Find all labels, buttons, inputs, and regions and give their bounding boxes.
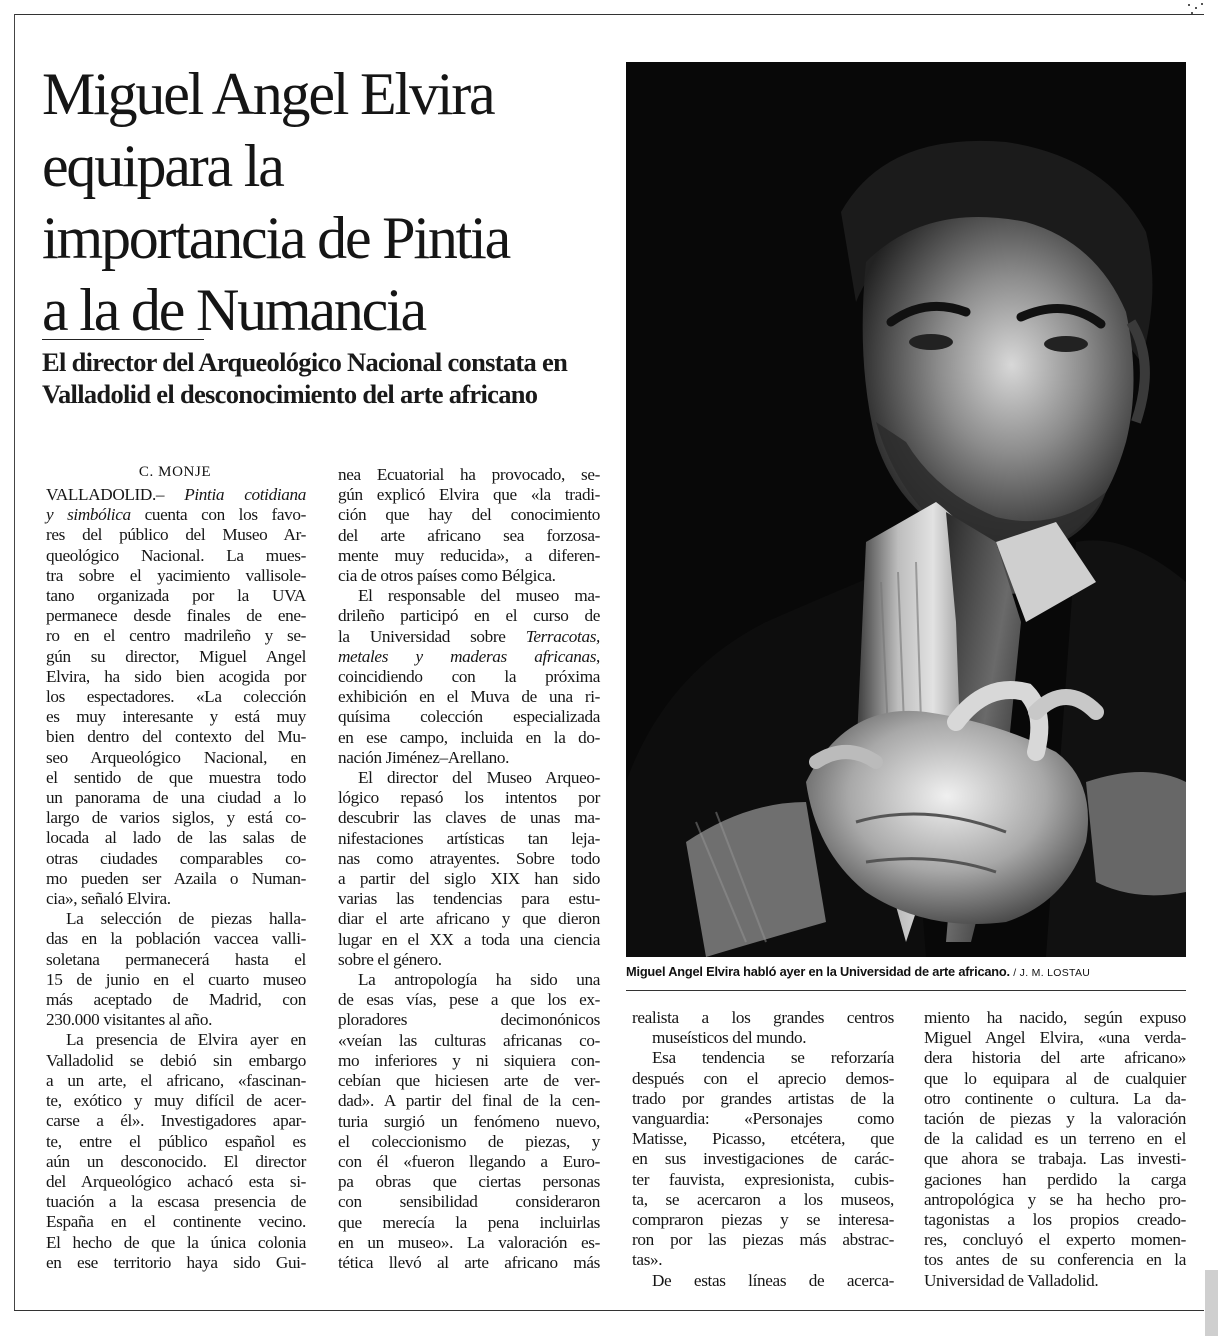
text-line: seo Arqueológico Nacional, en — [46, 747, 306, 767]
text-line: La presencia de Elvira ayer en — [66, 1030, 306, 1050]
text-line: lugar en el XX a toda una ciencia — [338, 929, 600, 949]
text-line: sobre el género. — [338, 949, 442, 969]
text-line: descubrir las claves de unas ma- — [338, 808, 600, 828]
text-line: quísima colección especializada — [338, 707, 600, 727]
text-line: ro en el centro madrileño y se- — [46, 626, 306, 646]
text-line: mo inferiores y ni siquiera con- — [338, 1050, 600, 1070]
text-line: La antropología ha sido una — [358, 970, 600, 990]
text-line: Elvira, ha sido bien acogida por — [46, 666, 306, 686]
text-line: el sentido de que muestra todo — [46, 767, 306, 787]
article-column-4 — [924, 1008, 1186, 1291]
text-line: museísticos del mundo. — [652, 1028, 807, 1048]
text-line: diar el arte africano y que dieron — [338, 909, 600, 929]
text-line: bien dentro del contexto del Mu- — [46, 727, 306, 747]
article-column-1 — [46, 485, 306, 1273]
text-line: mo pueden ser Azaila o Numan- — [46, 868, 306, 888]
text-line: permanece desde finales de ene- — [46, 606, 306, 626]
text-line: te, exótico y muy difícil de acer- — [46, 1091, 306, 1111]
text-line: España en el continente vecino. — [46, 1212, 306, 1232]
text-line: en sus investigaciones de carác- — [632, 1149, 894, 1169]
text-line: que merecía la pena incluirlas — [338, 1212, 600, 1232]
text-line: gaciones han perdido la carga — [924, 1169, 1186, 1189]
text-line: El responsable del museo ma- — [358, 586, 600, 606]
text-line: los espectadores. «La colección — [46, 687, 306, 707]
text-line: Matisse, Picasso, etcétera, que — [632, 1129, 894, 1149]
text-line: más aceptado de Madrid, con — [46, 990, 306, 1010]
text-line: es muy interesante y está muy — [46, 707, 306, 727]
article-column-3 — [632, 1008, 894, 1291]
text-line: y simbólica cuenta con los favo- — [46, 505, 306, 525]
text-line: carse a él». Investigadores apar- — [46, 1111, 306, 1131]
text-line: tación de piezas y la valoración — [924, 1109, 1186, 1129]
text-line: De estas líneas de acerca- — [652, 1270, 894, 1290]
text-line: te, entre el público español es — [46, 1131, 306, 1151]
text-line: aún un desconocido. El director — [46, 1151, 306, 1171]
text-line: queológico Nacional. La mues- — [46, 545, 306, 565]
text-line: VALLADOLID.– Pintia cotidiana — [46, 485, 306, 504]
text-line: de la calidad es un terreno en el — [924, 1129, 1186, 1149]
text-line: ta, se acercaron a los museos, — [632, 1189, 894, 1209]
text-line: dad». A partir del final de la cen- — [338, 1091, 600, 1111]
subhead-rule — [42, 339, 204, 340]
text-line: con él «fueron llegando a Euro- — [338, 1151, 600, 1171]
text-line: que lo equipara al de cualquier — [924, 1068, 1186, 1088]
headline-line: importancia de Pintia — [42, 205, 509, 271]
text-line: en ese territorio haya sido Gui- — [46, 1252, 306, 1272]
text-line: Valladolid se debió sin embargo — [46, 1050, 306, 1070]
text-line: la Universidad sobre Terracotas, — [338, 626, 600, 646]
headline — [42, 58, 612, 346]
scan-edge — [1205, 1270, 1218, 1336]
text-line: das en la población vaccea valli- — [46, 929, 306, 949]
text-line: locada al lado de las salas de — [46, 828, 306, 848]
text-line: a un arte, el africano, «fascinan- — [46, 1070, 306, 1090]
text-line: mente muy reducida», a diferen- — [338, 545, 600, 565]
text-line: ron por las piezas más abstrac- — [632, 1230, 894, 1250]
text-line: 15 de junio en el cuarto museo — [46, 969, 306, 989]
text-line: dera historia del arte africano» — [924, 1048, 1186, 1068]
text-line: cebían que hiciesen arte de ver- — [338, 1071, 600, 1091]
text-line: El hecho de que la única colonia — [46, 1232, 306, 1252]
text-line: turia surgió un fenómeno nuevo, — [338, 1111, 600, 1131]
text-line: trado por grandes artistas de la — [632, 1088, 894, 1108]
byline: C. MONJE — [138, 464, 212, 480]
page-border-left — [14, 14, 15, 1310]
text-line: Universidad de Valladolid. — [924, 1270, 1099, 1290]
text-line: tagonistas a los propios creado- — [924, 1210, 1186, 1230]
text-line: metales y maderas africanas, — [338, 646, 600, 666]
text-line: nea Ecuatorial ha provocado, se- — [338, 465, 600, 484]
page-border-bottom — [14, 1310, 1204, 1311]
text-line: coincidiendo con la próxima — [338, 667, 600, 687]
text-line: El director del Museo Arqueo- — [358, 768, 600, 788]
text-line: lógico repasó los intentos por — [338, 788, 600, 808]
text-line: vanguardia: «Personajes como — [632, 1109, 894, 1129]
text-line: nas como atrayentes. Sobre todo — [338, 848, 600, 868]
text-line: compraron piezas y se interesa- — [632, 1210, 894, 1230]
text-line: nación Jiménez–Arellano. — [338, 747, 510, 767]
text-line: ter fauvista, expresionista, cubis- — [632, 1169, 894, 1189]
headline-line: Miguel Angel Elvira — [42, 61, 494, 127]
text-line: otras ciudades comparables co- — [46, 848, 306, 868]
text-line: un panorama de una ciudad a lo — [46, 788, 306, 808]
text-line: «veían las culturas africanas co- — [338, 1030, 600, 1050]
text-line: en ese campo, incluida en la do- — [338, 727, 600, 747]
text-line: ción que hay del conocimiento — [338, 505, 600, 525]
photo-caption-text: Miguel Angel Elvira habló ayer en la Universidad de arte africano. — [626, 964, 1010, 979]
text-line: del arte africano sea forzosa- — [338, 525, 600, 545]
photo-credit: / J. M. LOSTAU — [1013, 967, 1091, 979]
text-line: a partir del siglo XIX han sido — [338, 869, 600, 889]
subhead-line: Valladolid el desconocimiento del arte africano — [42, 379, 538, 409]
text-line: pa obras que ciertas personas — [338, 1172, 600, 1192]
text-line: de esas vías, pese a que los ex- — [338, 990, 600, 1010]
text-line: tética llevó al arte africano más — [338, 1252, 600, 1272]
text-line: tuación a la escasa presencia de — [46, 1192, 306, 1212]
subhead — [42, 346, 617, 410]
text-line: que ahora se trabaja. Las investi- — [924, 1149, 1186, 1169]
text-line: otro continente o cultura. La da- — [924, 1088, 1186, 1108]
text-line: Miguel Angel Elvira, «una verda- — [924, 1028, 1186, 1048]
text-line: antropológica y se ha hecho pro- — [924, 1189, 1186, 1209]
text-line: después con el aprecio demos- — [632, 1068, 894, 1088]
text-line: varias las tendencias para estu- — [338, 889, 600, 909]
text-line: soletana permanecerá hasta el — [46, 949, 306, 969]
text-line: exhibición en el Muva de una ri- — [338, 687, 600, 707]
caption-rule — [626, 990, 1186, 991]
text-line: miento ha nacido, según expuso — [924, 1008, 1186, 1027]
text-line: del Arqueológico achacó esta si- — [46, 1171, 306, 1191]
text-line: cia de otros países como Bélgica. — [338, 566, 556, 586]
subhead-line: El director del Arqueológico Nacional constata en — [42, 347, 568, 377]
text-line: gún explicó Elvira que «la tradi- — [338, 485, 600, 505]
text-line: tos antes de su conferencia en la — [924, 1250, 1186, 1270]
scan-specks — [1186, 2, 1206, 18]
text-line: largo de varios siglos, y está co- — [46, 808, 306, 828]
text-line: La selección de piezas halla- — [66, 909, 306, 929]
portrait-illustration — [626, 62, 1186, 957]
portrait-photo — [626, 62, 1186, 957]
text-line: tas». — [632, 1250, 663, 1270]
text-line: 230.000 visitantes al año. — [46, 1010, 213, 1030]
text-line: tra sobre el yacimiento vallisole- — [46, 565, 306, 585]
text-line: drileño participó en el curso de — [338, 606, 600, 626]
text-line: Esa tendencia se reforzaría — [652, 1048, 894, 1068]
text-line: gún su director, Miguel Angel — [46, 646, 306, 666]
text-line: ploradores decimonónicos — [338, 1010, 600, 1030]
text-line: realista a los grandes centros — [632, 1008, 894, 1027]
text-line: el coleccionismo de piezas, y — [338, 1131, 600, 1151]
headline-line: a la de Numancia — [42, 277, 425, 343]
page-border-top — [14, 14, 1204, 15]
text-line: nifestaciones artísticas tan leja- — [338, 828, 600, 848]
text-line: en un museo». La valoración es- — [338, 1232, 600, 1252]
text-line: res, concluyó el experto momen- — [924, 1230, 1186, 1250]
text-line: tano organizada por la UVA — [46, 586, 306, 606]
text-line: cia», señaló Elvira. — [46, 889, 171, 909]
text-line: con sensibilidad consideraron — [338, 1192, 600, 1212]
article-column-2 — [338, 465, 600, 1273]
photo-caption — [626, 964, 1196, 979]
text-line: res del público del Museo Ar- — [46, 525, 306, 545]
headline-line: equipara la — [42, 133, 283, 199]
